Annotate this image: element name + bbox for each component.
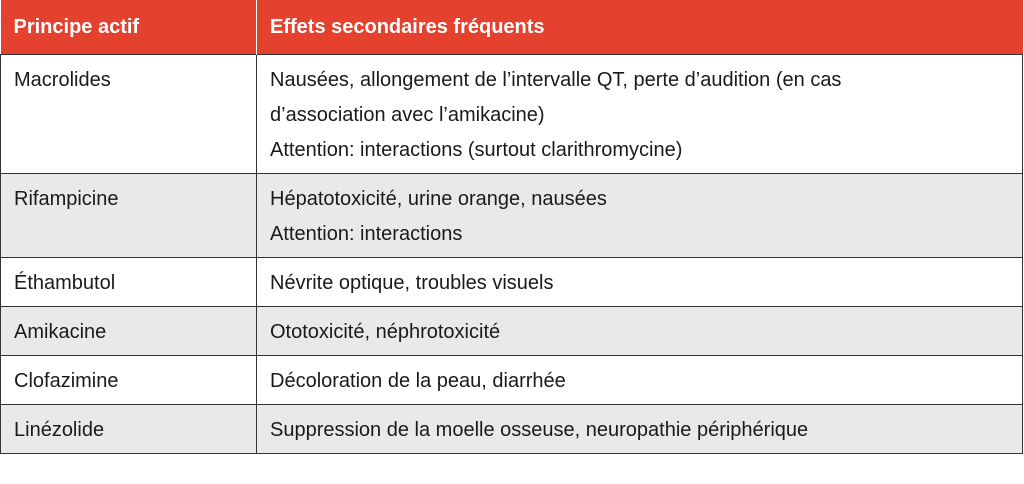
effects-cell [257,55,1023,174]
drug-cell: Amikacine [1,307,257,356]
effects-line: Suppression de la moelle osseuse, neuropathie périphérique [270,419,809,441]
table-row [1,55,1023,174]
drug-cell: Macrolides [1,55,257,174]
table-row [1,174,1023,258]
effects-line: Ototoxicité, néphrotoxicité [270,321,501,343]
table-row [1,405,1023,454]
effects-line: Nausées, allongement de l’intervalle QT, perte d’audition (en cas [270,69,842,91]
table-row [1,307,1023,356]
drug-cell: Clofazimine [1,356,257,405]
drug-cell: Rifampicine [1,174,257,258]
effects-line: Attention: interactions [270,223,463,245]
drug-cell: Éthambutol [1,258,257,307]
effects-cell [257,405,1023,454]
effects-line: Décoloration de la peau, diarrhée [270,370,566,392]
drug-cell: Linézolide [1,405,257,454]
effects-line: Névrite optique, troubles visuels [270,272,554,294]
effects-cell [257,174,1023,258]
table-row [1,258,1023,307]
table-row [1,356,1023,405]
effects-cell [257,258,1023,307]
effects-line: d’association avec l’amikacine) [270,104,545,126]
header-effects: Effets secondaires fréquents [257,0,1023,55]
header-drug: Principe actif [1,0,257,55]
effects-line: Hépatotoxicité, urine orange, nausées [270,188,607,210]
effects-cell [257,307,1023,356]
effects-line: Attention: interactions (surtout clarithromycine) [270,139,683,161]
effects-cell [257,356,1023,405]
table-header-row [1,0,1023,55]
